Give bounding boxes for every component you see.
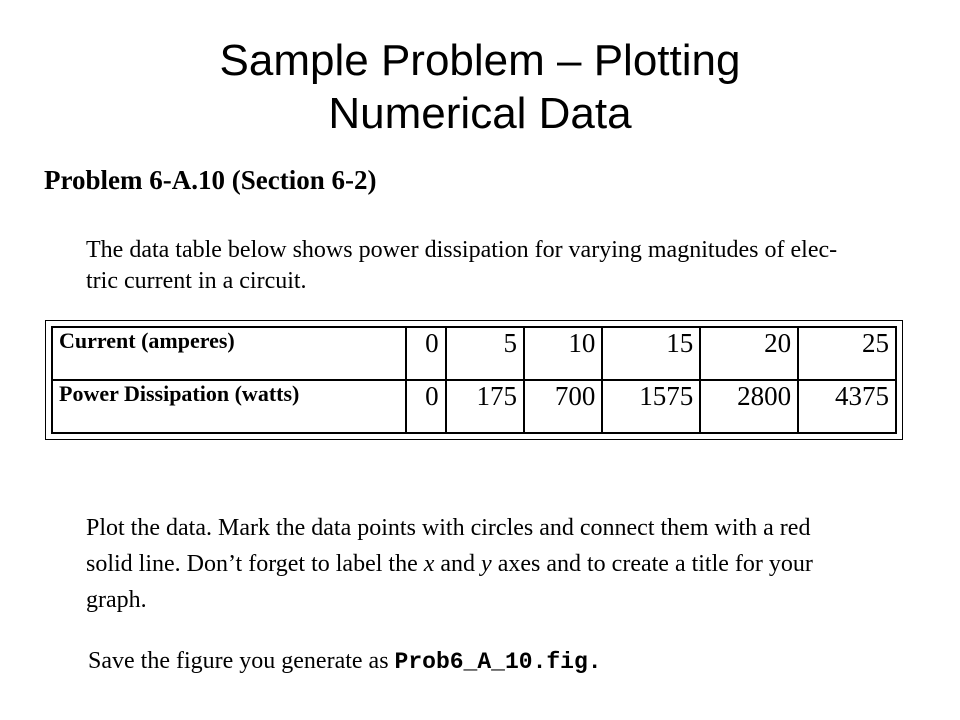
table-cell: 15 bbox=[602, 327, 700, 380]
save-instruction bbox=[88, 645, 602, 678]
table-cell: 2800 bbox=[700, 380, 798, 433]
table-row-power bbox=[52, 380, 896, 433]
instructions-text: solid line. Don’t forget to label the bbox=[86, 551, 424, 577]
problem-intro bbox=[86, 235, 916, 297]
save-filename: Prob6_A_10.fig. bbox=[394, 649, 602, 675]
slide-title bbox=[0, 34, 960, 140]
table-cell: 25 bbox=[798, 327, 896, 380]
instructions-text: and bbox=[434, 551, 482, 577]
slide-title-line-2: Numerical Data bbox=[328, 89, 632, 138]
save-prefix: Save the figure you generate as bbox=[88, 648, 395, 674]
table-cell: 0 bbox=[406, 327, 446, 380]
table-cell: 5 bbox=[446, 327, 524, 380]
table-cell: 10 bbox=[524, 327, 602, 380]
problem-heading: Problem 6-A.10 (Section 6-2) bbox=[44, 165, 377, 195]
row-label-current: Current (amperes) bbox=[52, 327, 406, 380]
instructions-text: axes and to create a title for your bbox=[491, 551, 813, 577]
problem-instructions bbox=[86, 510, 916, 618]
table-cell: 20 bbox=[700, 327, 798, 380]
table-row-current bbox=[52, 327, 896, 380]
x-variable: x bbox=[423, 551, 435, 577]
row-label-power: Power Dissipation (watts) bbox=[52, 380, 406, 433]
slide-title-line-1: Sample Problem – Plotting bbox=[219, 36, 741, 85]
data-table-frame bbox=[45, 320, 903, 440]
instructions-line-3: graph. bbox=[86, 587, 147, 613]
y-variable: y bbox=[481, 551, 492, 577]
table-cell: 700 bbox=[524, 380, 602, 433]
instructions-line-1: Plot the data. Mark the data points with circles and connect them with a red bbox=[86, 515, 811, 541]
data-table bbox=[51, 326, 897, 434]
table-cell: 0 bbox=[406, 380, 446, 433]
instructions-line-2 bbox=[86, 546, 916, 582]
table-cell: 175 bbox=[446, 380, 524, 433]
table-cell: 4375 bbox=[798, 380, 896, 433]
intro-line-1: The data table below shows power dissipation for varying magnitudes of elec- bbox=[86, 237, 838, 263]
intro-line-2: tric current in a circuit. bbox=[86, 268, 307, 294]
table-cell: 1575 bbox=[602, 380, 700, 433]
